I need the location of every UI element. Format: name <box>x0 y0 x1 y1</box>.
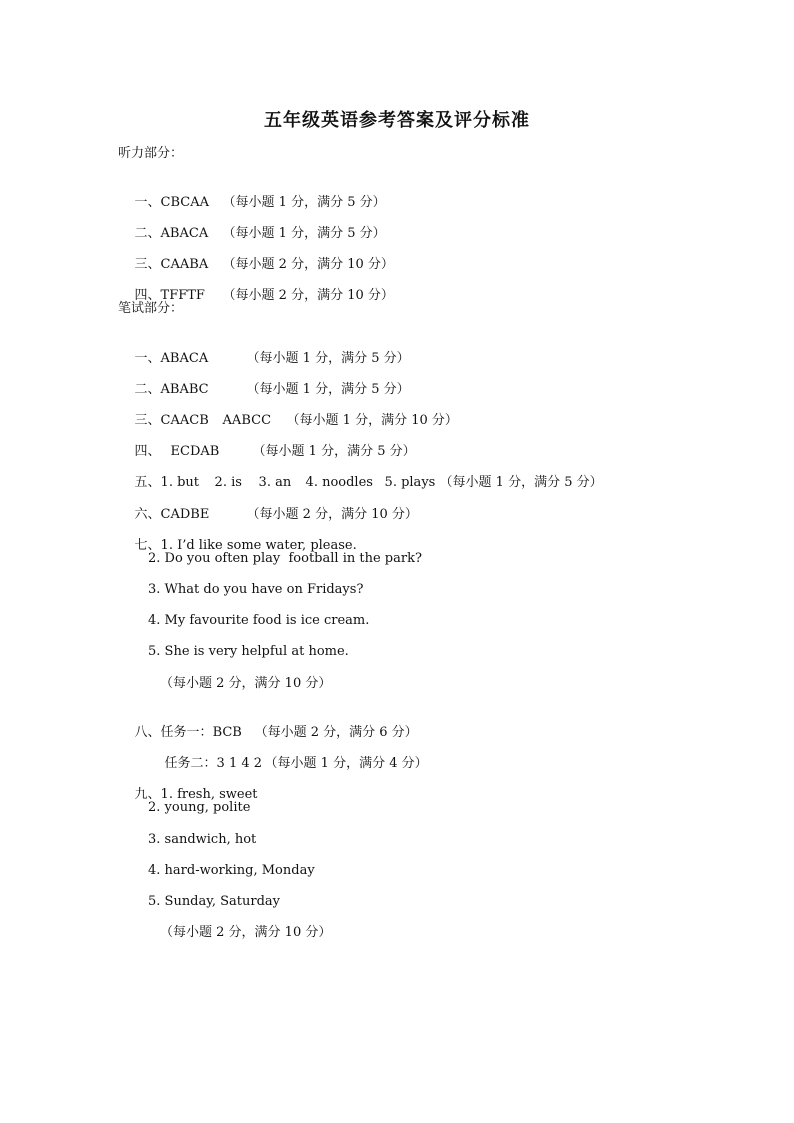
answer-item: 5. Sunday, Saturday <box>148 894 281 909</box>
score-note: （每小题 2 分，满分 10 分） <box>222 257 394 272</box>
answer-item: 3. an <box>258 475 292 490</box>
question-number: 八、 <box>134 725 161 740</box>
score-note: （每小题 1 分，满分 5 分） <box>222 195 386 210</box>
score-note: （每小题 2 分，满分 10 分） <box>246 507 418 522</box>
answer-item: 2. young, polite <box>148 800 251 815</box>
answer-item: 1. but <box>160 475 200 490</box>
answer: TFFTF <box>160 288 205 303</box>
score-note: （每小题 1 分，满分 10 分） <box>286 413 458 428</box>
question-number: 二、 <box>134 382 161 397</box>
answer: ECDAB <box>170 444 220 459</box>
score-note: （每小题 1 分，满分 5 分） <box>246 351 410 366</box>
answer: ABACA <box>160 351 209 366</box>
question-number: 九、 <box>134 787 161 802</box>
score-note: （每小题 1 分，满分 4 分） <box>264 756 428 771</box>
question-number: 三、 <box>134 257 161 272</box>
question-number: 一、 <box>134 351 161 366</box>
answer-item: 1. fresh, sweet <box>160 787 258 802</box>
score-note: （每小题 1 分，满分 5 分） <box>222 226 386 241</box>
task-label: 任务二： <box>164 756 217 771</box>
answer: CBCAA <box>160 195 210 210</box>
listening-heading: 听力部分： <box>118 146 184 161</box>
answer: ABABC <box>160 382 209 397</box>
question-number: 二、 <box>134 226 161 241</box>
sentence: 4. My favourite food is ice cream. <box>148 613 370 628</box>
question-number: 七、 <box>134 538 161 553</box>
answer: BCB <box>212 725 242 740</box>
score-note: （每小题 1 分，满分 5 分） <box>252 444 416 459</box>
question-number: 六、 <box>134 507 161 522</box>
answer-item: 5. plays <box>384 475 436 490</box>
sentence: 2. Do you often play football in the park? <box>148 551 422 566</box>
answer: CAABA <box>160 257 209 272</box>
answer-item: 2. is <box>214 475 242 490</box>
question-number: 三、 <box>134 413 161 428</box>
score-note: （每小题 2 分，满分 10 分） <box>160 925 332 940</box>
question-number: 一、 <box>134 195 161 210</box>
sentence: 5. She is very helpful at home. <box>148 644 349 659</box>
answer-item: 4. hard-working, Monday <box>148 863 315 878</box>
question-number: 四、 <box>134 288 161 303</box>
score-note: （每小题 1 分，满分 5 分） <box>439 475 603 490</box>
sentence: 3. What do you have on Fridays? <box>148 582 364 597</box>
question-number: 四、 <box>134 444 161 459</box>
score-note: （每小题 2 分，满分 6 分） <box>254 725 418 740</box>
answer: CADBE <box>160 507 210 522</box>
sentence: 1. I’d like some water, please. <box>160 538 357 553</box>
question-number: 五、 <box>134 475 161 490</box>
answer-part-b: AABCC <box>222 413 272 428</box>
answer-part-a: CAACB <box>160 413 209 428</box>
page-title: 五年级英语参考答案及评分标准 <box>264 110 530 131</box>
task-label: 任务一： <box>160 725 213 740</box>
score-note: （每小题 2 分，满分 10 分） <box>222 288 394 303</box>
answer-item: 3. sandwich, hot <box>148 832 257 847</box>
score-note: （每小题 1 分，满分 5 分） <box>246 382 410 397</box>
writing-heading: 笔试部分： <box>118 301 184 316</box>
score-note: （每小题 2 分，满分 10 分） <box>160 676 332 691</box>
answer: ABACA <box>160 226 209 241</box>
answer-item: 4. noodles <box>305 475 373 490</box>
answer: 3 1 4 2 <box>216 756 263 771</box>
